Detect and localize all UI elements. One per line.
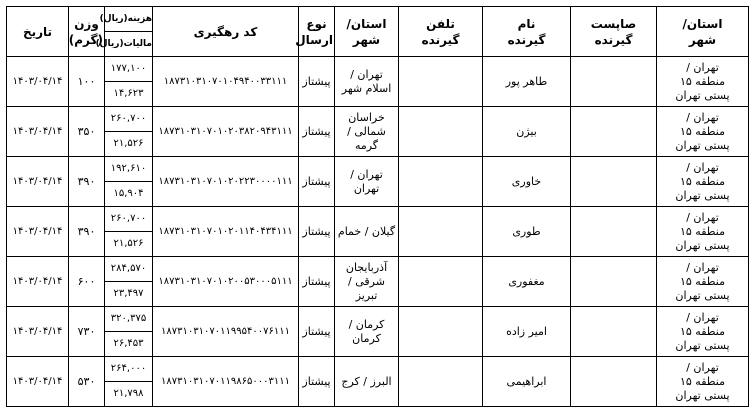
weight-cell: ۳۹۰ bbox=[69, 157, 105, 207]
sender-city-cell-line: تهران / bbox=[686, 110, 719, 124]
receiver-city-cell bbox=[335, 257, 399, 307]
sender-postcode-cell bbox=[571, 107, 657, 157]
receiver-phone-cell bbox=[399, 257, 483, 307]
table-row bbox=[7, 357, 749, 382]
sender-city-cell bbox=[657, 257, 749, 307]
receiver-city-cell-line: شمالی / bbox=[347, 124, 386, 138]
send-type-cell: پیشتاز bbox=[299, 107, 335, 157]
receiver-city-cell-line: آذربایجان bbox=[345, 260, 388, 274]
sender-city-cell bbox=[657, 157, 749, 207]
receiver-city-cell-line: خراسان bbox=[348, 110, 385, 124]
receiver-city-cell-line: گیلان / خمام bbox=[337, 224, 396, 238]
sender-city-cell-line: پستی تهران bbox=[675, 138, 730, 152]
table-row bbox=[7, 107, 749, 132]
tax-cell: ۲۶,۴۵۳ bbox=[105, 332, 153, 357]
tax-cell: ۱۵,۹۰۴ bbox=[105, 182, 153, 207]
receiver-city-cell bbox=[335, 357, 399, 407]
table-row bbox=[7, 257, 749, 282]
sender-city-cell-line: پستی تهران bbox=[675, 288, 730, 302]
weight-cell: ۱۰۰ bbox=[69, 57, 105, 107]
sender-city-cell-line: تهران / bbox=[686, 260, 719, 274]
cost-cell: ۲۶۰,۷۰۰ bbox=[105, 107, 153, 132]
cost-cell: ۲۶۴,۰۰۰ bbox=[105, 357, 153, 382]
cost-cell: ۲۸۴,۵۷۰ bbox=[105, 257, 153, 282]
sender-city-cell-line: پستی تهران bbox=[675, 88, 730, 102]
sender-city-cell-line: تهران / bbox=[686, 160, 719, 174]
tax-cell: ۱۴,۶۲۳ bbox=[105, 82, 153, 107]
receiver-city-cell-line: شرقی / bbox=[348, 274, 385, 288]
weight-cell: ۳۵۰ bbox=[69, 107, 105, 157]
tax-cell: ۲۳,۴۹۷ bbox=[105, 282, 153, 307]
sender-city-cell-line: تهران / bbox=[686, 60, 719, 74]
date-cell: ۱۴۰۳/۰۴/۱۴ bbox=[7, 57, 69, 107]
receiver-phone-cell bbox=[399, 57, 483, 107]
sender-city-cell-line: پستی تهران bbox=[675, 188, 730, 202]
sender-city-cell-line: پستی تهران bbox=[675, 338, 730, 352]
sender-city-cell-line: تهران / bbox=[686, 360, 719, 374]
header-sender-city: استان/ شهر bbox=[657, 7, 749, 57]
shipment-sheet bbox=[6, 6, 730, 412]
receiver-city-cell-line: تهران / bbox=[350, 167, 383, 181]
sender-postcode-cell bbox=[571, 257, 657, 307]
send-type-cell: پیشتاز bbox=[299, 257, 335, 307]
receiver-city-cell bbox=[335, 107, 399, 157]
receiver-city-cell-line: کرمان bbox=[352, 331, 381, 345]
receiver-phone-cell bbox=[399, 357, 483, 407]
tax-cell: ۲۱,۵۲۶ bbox=[105, 132, 153, 157]
date-cell: ۱۴۰۳/۰۴/۱۴ bbox=[7, 157, 69, 207]
send-type-cell: پیشتاز bbox=[299, 57, 335, 107]
tax-cell: ۲۱,۷۹۸ bbox=[105, 382, 153, 407]
receiver-name-cell: خاوری bbox=[483, 157, 571, 207]
receiver-city-cell bbox=[335, 157, 399, 207]
tax-cell: ۲۱,۵۲۶ bbox=[105, 232, 153, 257]
receiver-city-cell-line: اسلام شهر bbox=[341, 81, 392, 95]
send-type-cell: پیشتاز bbox=[299, 307, 335, 357]
receiver-city-cell-line: کرمان / bbox=[348, 317, 385, 331]
sender-postcode-cell bbox=[571, 357, 657, 407]
send-type-cell: پیشتاز bbox=[299, 157, 335, 207]
cost-cell: ۲۶۰,۷۰۰ bbox=[105, 207, 153, 232]
sender-postcode-cell bbox=[571, 57, 657, 107]
table-row bbox=[7, 307, 749, 332]
cost-cell: ۳۲۰,۳۷۵ bbox=[105, 307, 153, 332]
weight-cell: ۵۳۰ bbox=[69, 357, 105, 407]
receiver-name-cell: ابراهیمی bbox=[483, 357, 571, 407]
header-row bbox=[7, 7, 749, 32]
receiver-city-cell-line: تبریز bbox=[355, 288, 378, 302]
header-date: تاریخ bbox=[7, 7, 69, 57]
cost-cell: ۱۹۲,۶۱۰ bbox=[105, 157, 153, 182]
sender-city-cell bbox=[657, 57, 749, 107]
sender-city-cell-line: منطقه ۱۵ bbox=[679, 274, 726, 288]
receiver-phone-cell bbox=[399, 207, 483, 257]
receiver-city-cell bbox=[335, 57, 399, 107]
date-cell: ۱۴۰۳/۰۴/۱۴ bbox=[7, 257, 69, 307]
tracking-code-cell: ۱۸۷۳۱۰۳۱۰۷۰۱۰۲۰۰۵۳۰۰۰۵۱۱۱ bbox=[153, 257, 299, 307]
tracking-code-cell: ۱۸۷۳۱۰۳۱۰۷۰۱۰۲۰۱۱۴۰۴۳۴۱۱۱ bbox=[153, 207, 299, 257]
send-type-cell: پیشتاز bbox=[299, 357, 335, 407]
sender-city-cell-line: منطقه ۱۵ bbox=[679, 74, 726, 88]
receiver-name-cell: بیژن bbox=[483, 107, 571, 157]
tracking-code-cell: ۱۸۷۳۱۰۳۱۰۷۰۱۱۹۸۶۵۰۰۰۳۱۱۱ bbox=[153, 357, 299, 407]
sender-city-cell bbox=[657, 357, 749, 407]
receiver-name-cell: مغفوری bbox=[483, 257, 571, 307]
receiver-phone-cell bbox=[399, 307, 483, 357]
header-tracking-code: کد رهگیری bbox=[153, 7, 299, 57]
receiver-city-cell-line: تهران bbox=[353, 181, 380, 195]
receiver-city-cell-line: البرز / کرج bbox=[341, 374, 392, 388]
sender-city-cell-line: تهران / bbox=[686, 210, 719, 224]
date-cell: ۱۴۰۳/۰۴/۱۴ bbox=[7, 207, 69, 257]
sender-city-cell-line: تهران / bbox=[686, 310, 719, 324]
cost-cell: ۱۷۷,۱۰۰ bbox=[105, 57, 153, 82]
tracking-code-cell: ۱۸۷۳۱۰۳۱۰۷۰۱۱۹۹۵۴۰۰۷۶۱۱۱ bbox=[153, 307, 299, 357]
weight-cell: ۳۹۰ bbox=[69, 207, 105, 257]
receiver-name-cell: طوری bbox=[483, 207, 571, 257]
receiver-name-cell: امیر زاده bbox=[483, 307, 571, 357]
date-cell: ۱۴۰۳/۰۴/۱۴ bbox=[7, 357, 69, 407]
date-cell: ۱۴۰۳/۰۴/۱۴ bbox=[7, 107, 69, 157]
header-receiver-city: استان/ شهر bbox=[335, 7, 399, 57]
sender-city-cell bbox=[657, 207, 749, 257]
receiver-city-cell bbox=[335, 207, 399, 257]
receiver-city-cell-line: تهران / bbox=[350, 67, 383, 81]
header-receiver-name: نام گیرنده bbox=[483, 7, 571, 57]
sender-postcode-cell bbox=[571, 307, 657, 357]
header-send-type: نوع ارسال bbox=[299, 7, 335, 57]
tracking-code-cell: ۱۸۷۳۱۰۳۱۰۷۰۱۰۲۰۳۸۲۰۹۴۳۱۱۱ bbox=[153, 107, 299, 157]
sender-city-cell bbox=[657, 107, 749, 157]
send-type-cell: پیشتاز bbox=[299, 207, 335, 257]
sender-city-cell-line: منطقه ۱۵ bbox=[679, 174, 726, 188]
sender-city-cell-line: پستی تهران bbox=[675, 238, 730, 252]
table-body bbox=[7, 57, 749, 407]
receiver-city-cell bbox=[335, 307, 399, 357]
sender-city-cell-line: منطقه ۱۵ bbox=[679, 374, 726, 388]
sender-city-cell bbox=[657, 307, 749, 357]
header-sender-postcode: صاپست گیرنده bbox=[571, 7, 657, 57]
header-receiver-phone: تلفن گیرنده bbox=[399, 7, 483, 57]
sender-city-cell-line: منطقه ۱۵ bbox=[679, 124, 726, 138]
weight-cell: ۷۳۰ bbox=[69, 307, 105, 357]
header-tax: مالیات(ریال) bbox=[105, 32, 153, 57]
shipment-table bbox=[6, 6, 749, 407]
weight-cell: ۶۰۰ bbox=[69, 257, 105, 307]
sender-postcode-cell bbox=[571, 207, 657, 257]
tracking-code-cell: ۱۸۷۳۱۰۳۱۰۷۰۱۰۲۰۲۲۳۰۰۰۰۱۱۱ bbox=[153, 157, 299, 207]
sender-city-cell-line: پستی تهران bbox=[675, 388, 730, 402]
table-row bbox=[7, 57, 749, 82]
tracking-code-cell: ۱۸۷۳۱۰۳۱۰۷۰۱۰۴۹۴۰۰۳۳۱۱۱ bbox=[153, 57, 299, 107]
date-cell: ۱۴۰۳/۰۴/۱۴ bbox=[7, 307, 69, 357]
table-row bbox=[7, 157, 749, 182]
sender-city-cell-line: منطقه ۱۵ bbox=[679, 224, 726, 238]
receiver-name-cell: طاهر پور bbox=[483, 57, 571, 107]
sender-city-cell-line: منطقه ۱۵ bbox=[679, 324, 726, 338]
header-weight: وزن (گرم) bbox=[69, 7, 105, 57]
receiver-city-cell-line: گرمه bbox=[354, 138, 379, 152]
table-row bbox=[7, 207, 749, 232]
receiver-phone-cell bbox=[399, 157, 483, 207]
receiver-phone-cell bbox=[399, 107, 483, 157]
header-cost: هزینه(ریال) bbox=[105, 7, 153, 32]
sender-postcode-cell bbox=[571, 157, 657, 207]
